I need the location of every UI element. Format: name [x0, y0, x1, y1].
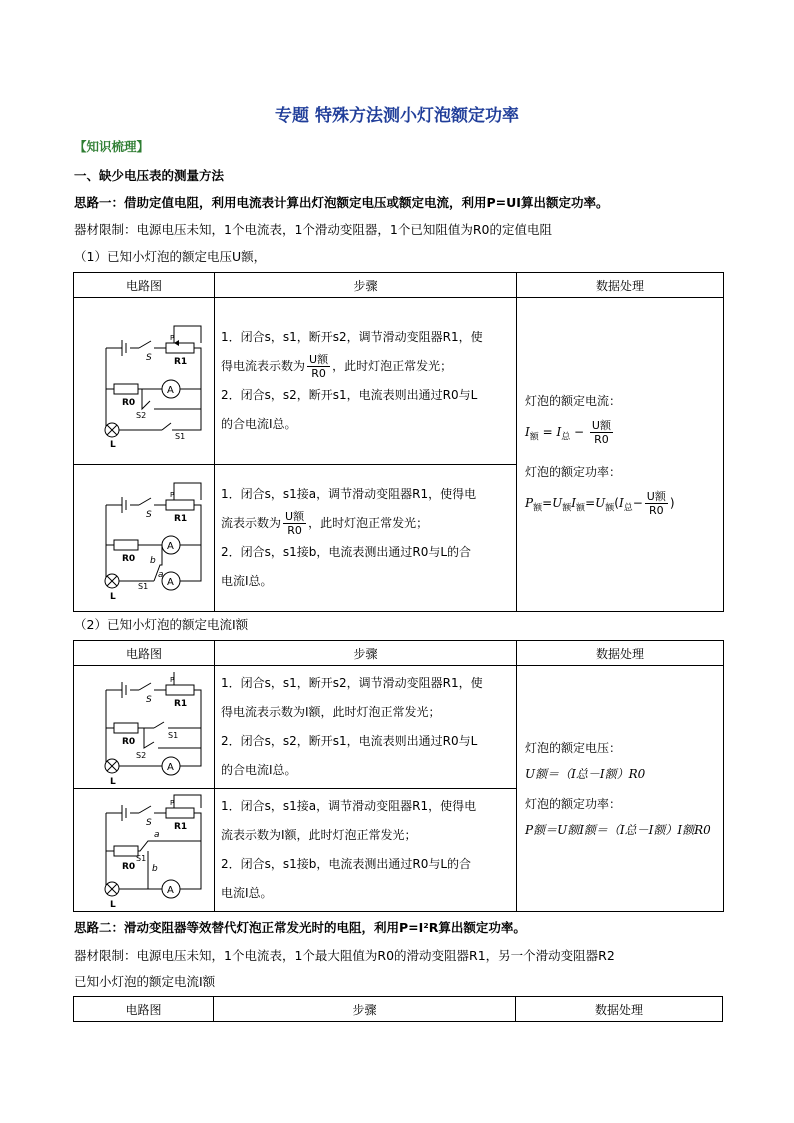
equipment-limit-one: 器材限制：电源电压未知，1个电流表，1个滑动变阻器，1个已知阻值为R0的定值电阻	[74, 222, 552, 237]
equipment-limit-two: 器材限制：电源电压未知，1个电流表，1个最大阻值为R0的滑动变阻器R1，另一个滑动变阻器R2	[74, 948, 615, 963]
label-R0: R0	[122, 398, 136, 408]
table-case-one	[73, 272, 724, 612]
section-tag: 【知识梳理】	[74, 139, 150, 154]
header-circuit: 电路图	[74, 641, 215, 666]
label-S: S	[146, 818, 152, 828]
label-S1: S1	[168, 731, 179, 740]
label-P: P	[170, 676, 175, 684]
circuit-svg	[74, 465, 214, 611]
processing-case-one	[517, 298, 724, 612]
label-R1: R1	[174, 822, 188, 832]
label-R0: R0	[122, 737, 136, 747]
step-line	[221, 509, 510, 538]
idea-one: 思路一：借助定值电阻，利用电流表计算出灯泡额定电压或额定电流，利用P=UI算出额定功率。	[74, 195, 609, 210]
formula-rated-voltage: U额＝（I总－I额）R0	[525, 766, 646, 781]
step-text: 2．闭合s，s2，断开s1，电流表则出通过R0与L	[221, 388, 478, 402]
label-a: a	[158, 570, 164, 580]
label-b: b	[150, 556, 156, 566]
header-circuit: 电路图	[74, 273, 215, 298]
step-text: 1．闭合s，s1接a，调节滑动变阻器R1，使得电	[221, 799, 477, 813]
circuit-diagram-1a	[74, 298, 215, 465]
step-text: 1．闭合s，s1接a，调节滑动变阻器R1，使得电	[221, 487, 477, 501]
proc-label: 灯泡的额定电流：	[525, 394, 622, 409]
label-a: a	[154, 830, 160, 840]
label-L: L	[110, 440, 116, 450]
step-text: 的合电流I总。	[221, 763, 297, 777]
circuit-svg	[74, 666, 214, 788]
steps-1b	[215, 465, 517, 612]
header-steps: 步骤	[214, 997, 516, 1022]
label-P: P	[170, 491, 175, 499]
frac-den: R0	[594, 433, 609, 447]
case-three-heading: 已知小灯泡的额定电流I额	[74, 974, 216, 989]
formula-rated-power: P额＝U额I额＝（I总－I额）I额R0	[525, 822, 711, 837]
label-ammeter: A	[167, 385, 174, 396]
circuit-svg	[74, 789, 214, 911]
circuit-diagram-1b	[74, 465, 215, 612]
page-title: 专题 特殊方法测小灯泡额定功率	[275, 106, 519, 126]
label-ammeter: A	[167, 885, 174, 896]
label-R0: R0	[122, 554, 136, 564]
steps-2b	[215, 789, 517, 912]
step-text: 1．闭合s，s1，断开s2，调节滑动变阻器R1，使	[221, 330, 483, 344]
frac-den: R0	[311, 367, 326, 380]
step-text: 得电流表示数为	[221, 359, 306, 373]
circuit-diagram-2a	[74, 666, 215, 789]
label-R0: R0	[122, 862, 136, 872]
idea-two: 思路二：滑动变阻器等效替代灯泡正常发光时的电阻，利用P=I²R算出额定功率。	[74, 920, 526, 935]
label-b: b	[152, 864, 158, 874]
label-L: L	[110, 592, 116, 602]
header-steps: 步骤	[215, 641, 517, 666]
label-S2: S2	[136, 751, 147, 760]
label-P: P	[170, 334, 175, 342]
section-heading: 一、缺少电压表的测量方法	[74, 168, 225, 183]
fraction	[283, 510, 306, 537]
table-case-two	[73, 640, 724, 912]
frac-den: R0	[648, 503, 664, 517]
step-text: 流表示数为I额，此时灯泡正常发光；	[221, 828, 417, 842]
fraction	[307, 353, 330, 380]
label-R1: R1	[174, 357, 188, 367]
step-text: 2．闭合s，s2，断开s1，电流表则出通过R0与L	[221, 734, 478, 748]
label-R1: R1	[174, 699, 188, 709]
step-text: 电流I总。	[221, 886, 273, 900]
proc-label: 灯泡的额定电压：	[525, 740, 622, 755]
frac-num: U额	[591, 419, 611, 433]
label-ammeter: A	[167, 541, 174, 552]
header-processing: 数据处理	[517, 641, 724, 666]
label-ammeter: A	[167, 762, 174, 773]
label-P: P	[170, 799, 175, 807]
label-ammeter: A	[167, 577, 174, 588]
case-one-heading: （1）已知小灯泡的额定电压U额，	[74, 249, 267, 264]
circuit-svg	[74, 298, 214, 464]
label-R1: R1	[174, 514, 188, 524]
step-text: 2．闭合s，s1接b，电流表测出通过R0与L的合	[221, 857, 472, 871]
header-circuit: 电路图	[74, 997, 214, 1022]
step-line	[221, 352, 510, 381]
label-S: S	[146, 695, 152, 705]
label-L: L	[110, 777, 116, 787]
label-S1: S1	[175, 432, 186, 441]
fraction	[645, 490, 668, 517]
step-text: 电流I总。	[221, 574, 273, 588]
label-S2: S2	[136, 411, 147, 420]
step-text: 得电流表示数为I额，此时灯泡正常发光；	[221, 705, 441, 719]
step-text: 流表示数为	[221, 516, 282, 530]
fraction	[590, 419, 613, 446]
label-S1: S1	[136, 854, 147, 863]
formula-rated-current: $I_额 = I_总$ − $\frac{\text{U额}}{R0}$	[525, 419, 611, 447]
label-L: L	[110, 900, 116, 910]
header-steps: 步骤	[215, 273, 517, 298]
case-two-heading: （2）已知小灯泡的额定电流I额	[74, 617, 249, 632]
step-text: 1．闭合s，s1，断开s2，调节滑动变阻器R1，使	[221, 676, 483, 690]
processing-case-two	[517, 666, 724, 912]
frac-num: U额	[309, 353, 329, 366]
frac-num: U额	[646, 489, 666, 503]
header-processing: 数据处理	[516, 997, 723, 1022]
proc-label: 灯泡的额定功率：	[525, 796, 622, 811]
table-case-three	[73, 996, 723, 1022]
steps-2a	[215, 666, 517, 789]
header-processing: 数据处理	[517, 273, 724, 298]
label-S: S	[146, 353, 152, 363]
frac-den: R0	[287, 524, 302, 537]
step-text: 的合电流I总。	[221, 417, 297, 431]
label-S1: S1	[138, 582, 149, 591]
circuit-diagram-2b	[74, 789, 215, 912]
label-S: S	[146, 510, 152, 520]
step-text: 2．闭合s，s1接b，电流表测出通过R0与L的合	[221, 545, 472, 559]
frac-num: U额	[285, 510, 305, 523]
step-text: ，此时灯泡正常发光；	[332, 359, 453, 373]
formula-rated-power: $P_额=U_额I_额=U_额(I_总-$ $\frac{\text{U额}}{R0}$ )	[525, 489, 675, 517]
step-text: ，此时灯泡正常发光；	[308, 516, 429, 530]
steps-1a	[215, 298, 517, 465]
proc-label: 灯泡的额定功率：	[525, 464, 622, 479]
